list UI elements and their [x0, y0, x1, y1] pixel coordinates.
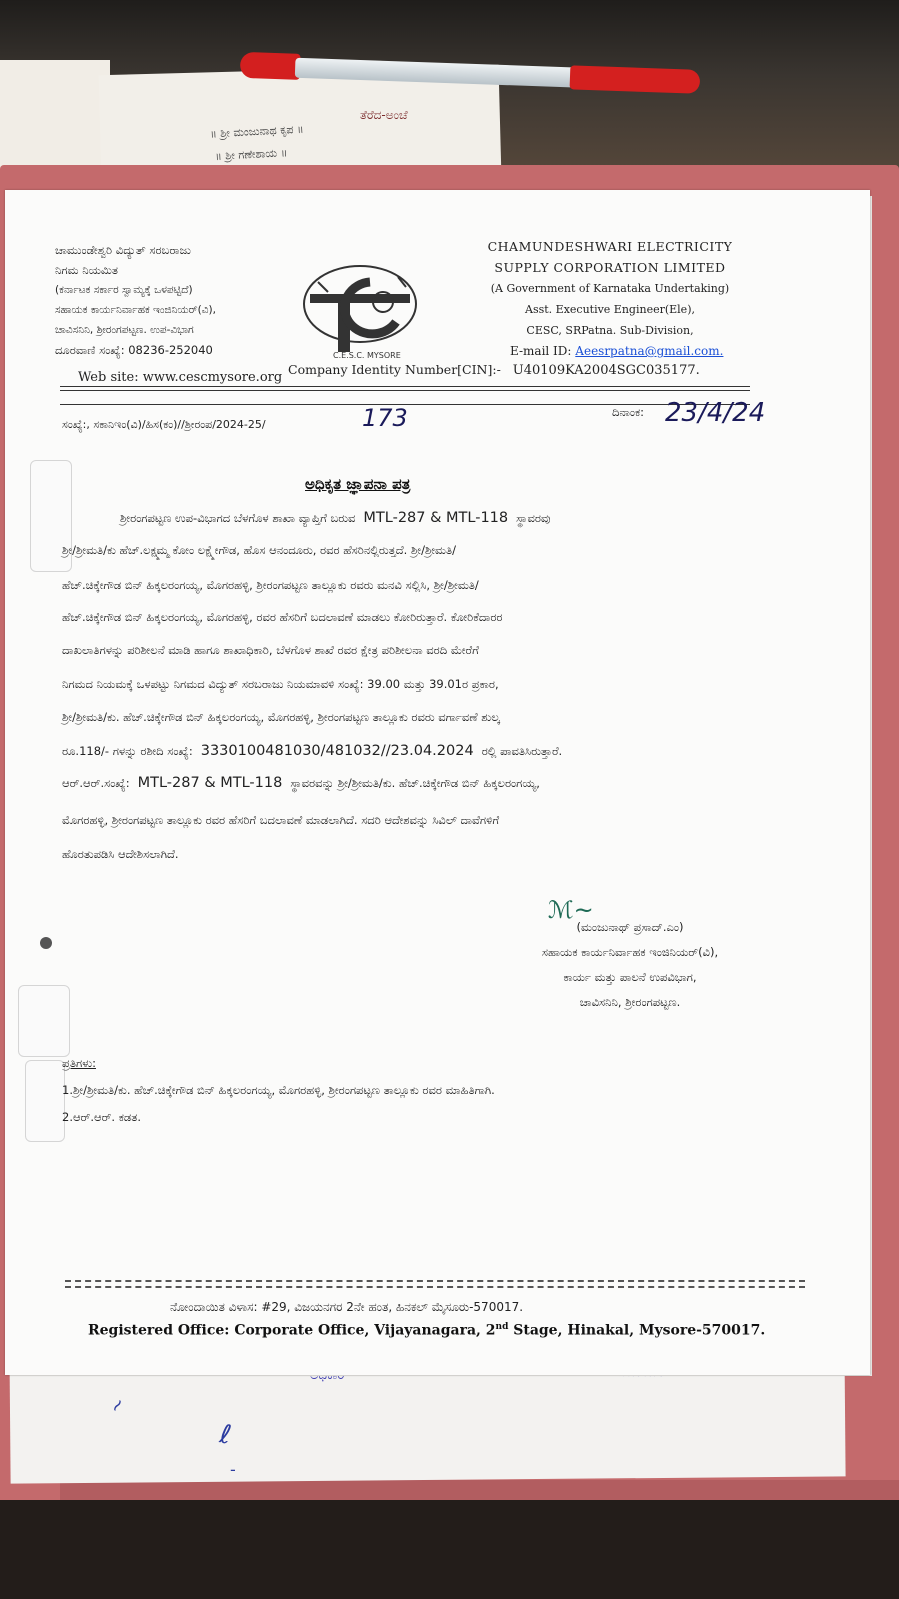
signatory-name: (ಮಂಜುನಾಥ್ ಪ್ರಸಾದ್.ಎಂ) — [576, 920, 684, 934]
cin-number: U40109KA2004SGC035177. — [512, 363, 700, 378]
footer-divider — [65, 1280, 805, 1282]
header-kannada-line: ಸಹಾಯಕ ಕಾರ್ಯನಿರ್ವಾಹಕ ಇಂಜಿನಿಯರ್(ವಿ), — [55, 304, 216, 316]
memo-body-text: ಸ್ಥಾವರವು — [516, 511, 551, 525]
memo-body-text: ರಲ್ಲಿ ಪಾವತಿಸಿರುತ್ತಾರೆ. — [481, 744, 563, 758]
footer-address-part: Registered Office: Corporate Office, Vijayanagara, 2 — [88, 1322, 496, 1339]
background-card — [0, 60, 110, 170]
copy-item: 1.ಶ್ರೀ/ಶ್ರೀಮತಿ/ಕು. ಹೆಚ್.ಚಿಕ್ಕೇಗೌಡ ಬಿನ್ ಹಿಕ್ಕಲರಂಗಯ್ಯ, ಮೊಗರಹಳ್ಳಿ, ಶ್ರೀರಂಗಪಟ್ಟಣ ತಾಲ್ಲೂಕು ರವರ ಮಾಹಿತಿಗಾಗಿ. — [62, 1083, 495, 1097]
email-row — [475, 341, 745, 362]
signatory-designation: ಸಹಾಯಕ ಕಾರ್ಯನಿರ್ವಾಹಕ ಇಂಜಿನಿಯರ್(ವಿ), — [541, 945, 719, 959]
memo-body-text: ದಾಖಲಾತಿಗಳನ್ನು ಪರಿಶೀಲನೆ ಮಾಡಿ ಹಾಗೂ ಶಾಖಾಧಿಕಾರಿ, ಬೆಳಗೊಳ ಶಾಖೆ ರವರ ಕ್ಷೇತ್ರ ಪರಿಶೀಲನಾ ವರದಿ ಮೇರೆಗೆ — [62, 643, 479, 657]
memo-body-line — [120, 510, 835, 526]
handwritten-scribble: - — [230, 1460, 236, 1479]
email-link[interactable]: Aeesrpatna@gmail.com. — [575, 344, 724, 358]
pen-cap — [240, 52, 301, 80]
memo-body-text: ಮೊಗರಹಳ್ಳಿ, ಶ್ರೀರಂಗಪಟ್ಟಣ ತಾಲ್ಲೂಕು ರವರ ಹೆಸರಿಗೆ ಬದಲಾವಣೆ ಮಾಡಲಾಗಿದೆ. ಸದರಿ ಆದೇಶವನ್ನು ಸಿವಿಲ್ ದಾವೆಗಳಿಗೆ — [62, 813, 500, 827]
memo-body-text: ಶ್ರೀ/ಶ್ರೀಮತಿ/ಕು ಹೆಚ್.ಲಕ್ಷ್ಮಮ್ಮ ಕೋಂ ಲಕ್ಷ್ಮೇಗೌಡ, ಹೊಸ ಆನಂದೂರು, ರವರ ಹೆಸರಿನಲ್ಲಿರುತ್ತದೆ. ಶ್ರೀ/ಶ್ರೀಮತಿ/ — [62, 543, 456, 557]
company-name-line2: SUPPLY CORPORATION LIMITED — [494, 260, 726, 275]
header-divider — [60, 390, 750, 391]
copies-label: ಪ್ರತಿಗಳು: — [62, 1056, 96, 1070]
signature: ℳ~ — [548, 896, 594, 924]
folder-edge — [60, 1480, 899, 1500]
signatory-office: ಕಾರ್ಯ ಮತ್ತು ಪಾಲನೆ ಉಪವಿಭಾಗ, — [563, 970, 697, 984]
memo-body-line — [62, 710, 777, 725]
header-kannada-line: (ಕರ್ನಾಟಕ ಸರ್ಕಾರ ಸ್ವಾಮ್ಯಕ್ಕೆ ಒಳಪಟ್ಟಿದೆ) — [55, 284, 193, 296]
postcard-line: ॥ ಶ್ರೀ ಗಣೇಶಾಯ ॥ — [214, 146, 288, 163]
footer-address-english — [88, 1322, 765, 1339]
header-english-block — [475, 236, 745, 362]
file-clip-strip — [25, 1060, 65, 1142]
handwritten-scribble: ℓ — [217, 1419, 234, 1451]
copy-item: 2.ಆರ್.ಆರ್. ಕಡತ. — [62, 1110, 141, 1124]
file-clip-strip — [18, 985, 70, 1057]
signature-block — [480, 915, 780, 1015]
memo-body-text: ರೂ.118/- ಗಳನ್ನು ರಶೀದಿ ಸಂಖ್ಯೆ: — [62, 744, 193, 758]
date-label: ದಿನಾಂಕ: — [612, 405, 645, 419]
cin-row — [288, 362, 700, 378]
copies-section — [62, 1050, 495, 1131]
memo-body-text: ಸ್ಥಾವರವನ್ನು ಶ್ರೀ/ಶ್ರೀಮತಿ/ಕು. ಹೆಚ್.ಚಿಕ್ಕೇಗೌಡ ಬಿನ್ ಹಿಕ್ಕಲರಂಗಯ್ಯ, — [290, 776, 540, 790]
company-name-line1: CHAMUNDESHWARI ELECTRICITY — [487, 239, 733, 254]
office-subdivision: CESC, SRPatna. Sub-Division, — [526, 324, 694, 337]
footer-divider — [65, 1286, 805, 1288]
memo-title: ಅಧಿಕೃತ ಜ್ಞಾಪನಾ ಪತ್ರ — [305, 475, 411, 493]
website: Web site: www.cescmysore.org — [78, 370, 283, 385]
memo-body-text: ಹೊರತುಪಡಿಸಿ ಆದೇಶಿಸಲಾಗಿದೆ. — [62, 847, 179, 861]
postcard-label: ತೆರೆದ-ಅಂಚೆ — [360, 108, 408, 122]
government-undertaking: (A Government of Karnataka Undertaking) — [490, 282, 730, 295]
memo-body-text: ನಿಗಮದ ನಿಯಮಕ್ಕೆ ಒಳಪಟ್ಟು ನಿಗಮದ ವಿದ್ಯುತ್ ಸರಬರಾಜು ನಿಯಮಾವಳಿ ಸಂಖ್ಯೆ: 39.00 ಮತ್ತು 39.01ರ ಪ್ರಕಾರ, — [62, 677, 499, 691]
pen-barrel — [295, 58, 576, 88]
handwritten-date: 23/4/24 — [665, 398, 766, 428]
header-kannada-line: ದೂರವಾಣಿ ಸಂಖ್ಯೆ: 08236-252040 — [55, 343, 213, 357]
postcard-line: ॥ ಶ್ರೀ ಮಂಜುನಾಥ ಕೃಪ ॥ — [209, 122, 304, 141]
email-label: E-mail ID: — [510, 344, 572, 358]
pen-end — [570, 65, 701, 94]
footer-address-kannada: ನೋಂದಾಯಿತ ವಿಳಾಸ: #29, ವಿಜಯನಗರ 2ನೇ ಹಂತ, ಹಿನಕಲ್ ಮೈಸೂರು-570017. — [170, 1300, 524, 1314]
header-divider — [60, 386, 750, 387]
office-designation: Asst. Executive Engineer(Ele), — [525, 303, 695, 316]
memo-body-text: ಶ್ರೀರಂಗಪಟ್ಟಣ ಉಪ-ವಿಭಾಗದ ಬೆಳಗೊಳ ಶಾಖಾ ವ್ಯಾಪ್ತಿಗೆ ಬರುವ — [120, 511, 356, 525]
memo-body-line — [62, 775, 777, 791]
memo-body-line — [62, 677, 777, 692]
memo-body-text: MTL-287 & MTL-118 — [137, 775, 283, 791]
signatory-place: ಚಾವಿಸನಿನಿ, ಶ್ರೀರಂಗಪಟ್ಟಣ. — [579, 995, 681, 1009]
memo-body-text: ಆರ್.ಆರ್.ಸಂಖ್ಯೆ: — [62, 776, 130, 790]
cesc-logo — [298, 262, 428, 362]
memo-body-line — [62, 813, 777, 828]
punch-hole — [40, 937, 52, 949]
memo-body-text: ಶ್ರೀ/ಶ್ರೀಮತಿ/ಕು. ಹೆಚ್.ಚಿಕ್ಕೇಗೌಡ ಬಿನ್ ಹಿಕ್ಕಲರಂಗಯ್ಯ, ಮೊಗರಹಳ್ಳಿ, ಶ್ರೀರಂಗಪಟ್ಟಣ ತಾಲ್ಲೂಕು ರವರು ವರ್ಗಾವಣೆ ಶುಲ್ಕ — [62, 710, 500, 724]
footer-address-part: Stage, Hinakal, Mysore-570017. — [508, 1322, 766, 1339]
memo-body-line — [62, 743, 777, 759]
memo-body-text: ಹೆಚ್.ಚಿಕ್ಕೇಗೌಡ ಬಿನ್ ಹಿಕ್ಕಲರಂಗಯ್ಯ, ಮೊಗರಹಳ್ಳಿ, ಶ್ರೀರಂಗಪಟ್ಟಣ ತಾಲ್ಲೂಕು ರವರು ಮನವಿ ಸಲ್ಲಿಸಿ, ಶ್ರೀ/ಶ್ರೀಮತಿ/ — [62, 578, 479, 592]
header-kannada-line: ಚಾವಿಸನಿನಿ, ಶ್ರೀರಂಗಪಟ್ಟಣ. ಉಪ-ವಿಭಾಗ — [55, 324, 194, 336]
memo-body-line — [62, 543, 777, 558]
handwritten-scribble: ~ — [104, 1393, 131, 1418]
cin-label: Company Identity Number[CIN]:- — [288, 362, 501, 377]
memo-body-text: 3330100481030/481032//23.04.2024 — [200, 743, 474, 759]
header-kannada-line: ಚಾಮುಂಡೇಶ್ವರಿ ವಿದ್ಯುತ್ ಸರಬರಾಜು — [55, 243, 191, 257]
desk-bottom — [0, 1500, 899, 1599]
memo-body-line — [62, 643, 777, 658]
memo-body-line — [62, 610, 777, 625]
memo-body-line — [62, 578, 777, 593]
memo-body-text: MTL-287 & MTL-118 — [363, 510, 509, 526]
header-kannada-line: ನಿಗಮ ನಿಯಮಿತ — [55, 263, 119, 277]
handwritten-reference: 173 — [362, 404, 408, 432]
memo-body-text: ಹೆಚ್.ಚಿಕ್ಕೇಗೌಡ ಬಿನ್ ಹಿಕ್ಕಲರಂಗಯ್ಯ, ಮೊಗರಹಳ್ಳಿ, ರವರ ಹೆಸರಿಗೆ ಬದಲಾವಣೆ ಮಾಡಲು ಕೋರಿರುತ್ತಾರೆ. ಕೋರಿಕೆದಾರರ — [62, 610, 503, 624]
header-kannada-block — [55, 240, 216, 360]
footer-address-sup: nd — [495, 1322, 509, 1332]
logo-caption: C.E.S.C. MYSORE — [333, 351, 401, 360]
memo-body-line — [62, 847, 777, 862]
reference-number: ಸಂಖ್ಯೆ:, ಸಕಾನಿಇಂ(ವಿ)/ಹಿಸ(ಕಂ)//ಶ್ರೀರಂಪ/2024-25/ — [62, 418, 266, 431]
